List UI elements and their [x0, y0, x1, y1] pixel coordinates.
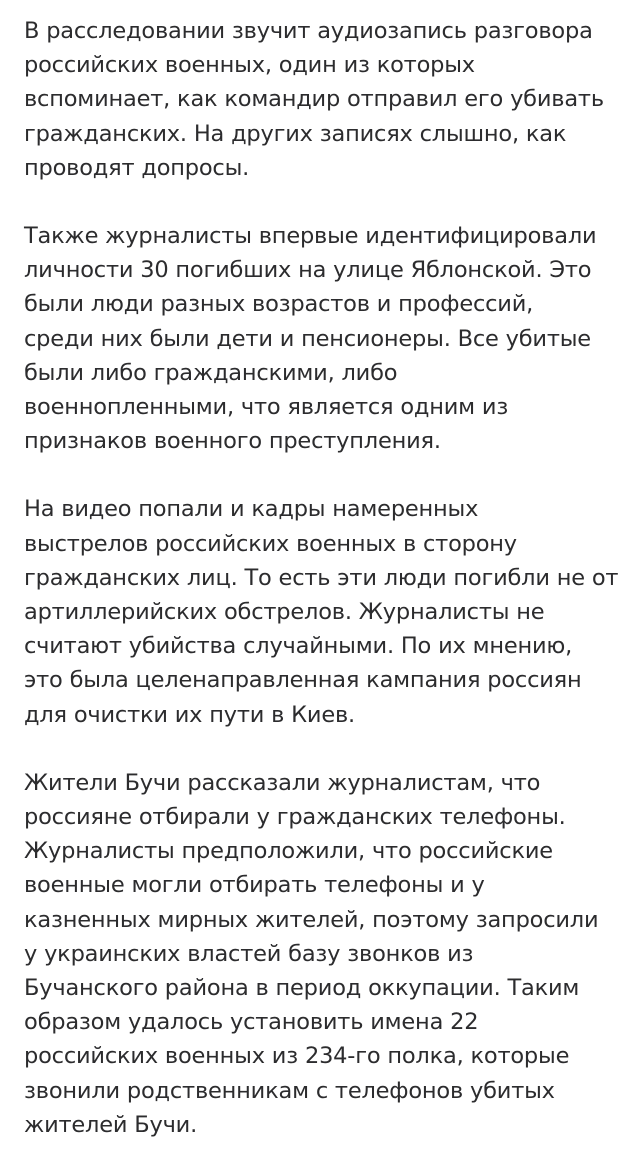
paragraph-2: [24, 219, 624, 458]
paragraph-1: [24, 14, 624, 185]
text-line: артиллерийских обстрелов. Журналисты не: [24, 599, 545, 626]
text-line: были люди разных возрастов и профессий,: [24, 291, 534, 318]
text-line: гражданских лиц. То есть эти люди погибли не от: [24, 564, 619, 591]
article-body: [24, 14, 624, 1176]
text-line: жителей Бучи.: [24, 1111, 198, 1138]
text-line: В расследовании звучит аудиозапись разговора: [24, 18, 593, 44]
text-line: казненных мирных жителей, поэтому запросили: [24, 906, 599, 933]
text-line: Также журналисты впервые идентифицировали: [24, 223, 597, 250]
text-line: среди них были дети и пенсионеры. Все убитые: [24, 325, 591, 352]
text-line: выстрелов российских военных в сторону: [24, 530, 517, 557]
text-line: российских военных, один из которых: [24, 52, 475, 79]
text-line: россияне отбирали у гражданских телефоны.: [24, 804, 566, 831]
text-line: вспоминает, как командир отправил его убивать: [24, 86, 604, 113]
text-line: звонили родственникам с телефонов убитых: [24, 1077, 555, 1104]
text-line: На видео попали и кадры намеренных: [24, 496, 479, 523]
text-line: у украинских властей базу звонков из: [24, 940, 474, 967]
text-line: российских военных из 234-го полка, которые: [24, 1043, 570, 1070]
text-line: признаков военного преступления.: [24, 428, 441, 455]
text-line: проводят допросы.: [24, 154, 250, 181]
text-line: гражданских. На других записях слышно, как: [24, 120, 567, 147]
text-line: Бучанского района в период оккупации. Таким: [24, 975, 580, 1002]
text-line: Жители Бучи рассказали журналистам, что: [24, 769, 541, 796]
text-line: это была целенаправленная кампания россиян: [24, 667, 582, 694]
text-line: были либо гражданскими, либо: [24, 359, 398, 386]
paragraph-3: [24, 492, 624, 731]
text-line: личности 30 погибших на улице Яблонской. Это: [24, 257, 592, 284]
paragraph-4: [24, 766, 624, 1142]
text-line: образом удалось установить имена 22: [24, 1009, 479, 1036]
text-line: военные могли отбирать телефоны и у: [24, 872, 485, 899]
text-line: военнопленными, что является одним из: [24, 394, 509, 421]
text-line: считают убийства случайными. По их мнению,: [24, 633, 573, 660]
text-line: для очистки их пути в Киев.: [24, 701, 356, 728]
text-line: Журналисты предположили, что российские: [24, 838, 553, 865]
